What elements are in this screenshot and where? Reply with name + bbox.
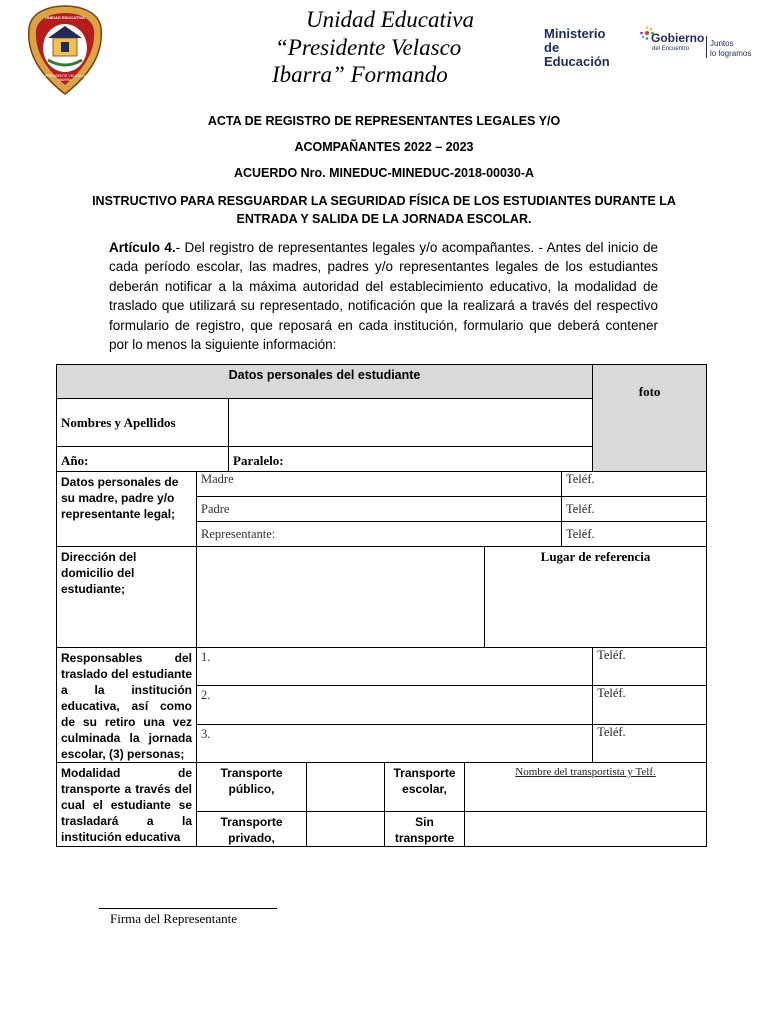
parallel-field[interactable]: Paralelo:	[229, 447, 593, 472]
private-transport-label: Transporte privado,	[197, 812, 307, 847]
transporter-name-label: Nombre del transportista y Telf.	[515, 766, 656, 778]
private-transport-checkbox[interactable]	[307, 812, 385, 847]
ministry-logo	[544, 27, 626, 69]
document-title-line1: ACTA DE REGISTRO DE REPRESENTANTES LEGALES Y/O	[207, 114, 561, 128]
document-title-line2: ACOMPAÑANTES 2022 – 2023	[294, 140, 474, 154]
address-field[interactable]	[197, 547, 485, 648]
address-label: Dirección del domicilio del estudiante;	[57, 547, 197, 648]
school-name-line1: Unidad Educativa	[306, 7, 474, 32]
names-label: Nombres y Apellidos	[57, 399, 229, 447]
names-field[interactable]	[229, 399, 593, 447]
father-field[interactable]: Padre	[197, 497, 562, 522]
responsible-1-phone-field[interactable]: Teléf.	[593, 648, 707, 686]
gov-line2: del Encuentro	[652, 46, 690, 52]
responsible-2-field[interactable]: 2.	[197, 686, 593, 724]
signature-line[interactable]	[99, 908, 277, 909]
public-transport-checkbox[interactable]	[307, 763, 385, 812]
logo-text-top: UNIDAD EDUCATIVA	[45, 15, 85, 20]
agreement-number: ACUERDO Nro. MINEDUC-MINEDUC-2018-00030-A	[233, 166, 535, 180]
responsible-3-phone-field[interactable]: Teléf.	[593, 724, 707, 762]
government-logo	[640, 24, 754, 64]
parents-label: Datos personales de su madre, padre y/o representante legal;	[57, 472, 197, 547]
reference-field[interactable]: Lugar de referencia	[485, 547, 707, 648]
registration-form	[56, 364, 707, 847]
photo-box[interactable]: foto	[593, 365, 707, 472]
article-paragraph	[109, 238, 658, 354]
gov-slogan2: lo logramos	[710, 49, 752, 58]
article-label: Artículo 4.	[109, 240, 176, 255]
school-logo	[26, 4, 104, 96]
public-transport-label: Transporte público,	[197, 763, 307, 812]
responsibles-label: Responsables del traslado del estudiante a la institución educativa, así como de su retiro una vez culminada la jornada escolar, (3) personas;	[57, 648, 197, 763]
mother-field[interactable]: Madre	[197, 472, 562, 497]
student-data-header: Datos personales del estudiante	[57, 365, 593, 399]
signature-label: Firma del Representante	[110, 911, 238, 926]
responsible-2-phone-field[interactable]: Teléf.	[593, 686, 707, 724]
gov-slogan1: Juntos	[710, 39, 734, 48]
transport-label: Modalidad de transporte a través del cual el estudiante se trasladará a la institución educativa	[57, 763, 197, 847]
school-name-line3: Ibarra” Formando	[272, 62, 448, 87]
instructive-line1: INSTRUCTIVO PARA RESGUARDAR LA SEGURIDAD FÍSICA DE LOS ESTUDIANTES DURANTE LA	[92, 194, 676, 208]
transporter-name-field[interactable]	[465, 763, 707, 812]
logo-text-bottom: PRESIDENTE VELASCO IBARRA	[45, 74, 85, 82]
school-transport-label: Transporte escolar,	[385, 763, 465, 812]
school-name-line2: “Presidente Velasco	[275, 35, 462, 60]
ministry-line2: de Educación	[544, 40, 610, 69]
gov-line1: Gobierno	[651, 31, 705, 45]
responsible-1-field[interactable]: 1.	[197, 648, 593, 686]
representative-field[interactable]: Representante:	[197, 522, 562, 547]
no-transport-label: Sin transporte	[385, 812, 465, 847]
article-text: - Del registro de representantes legales y/o acompañantes. - Antes del inicio de cada período escolar, las madres, padres y/o representantes legales de los estudiantes deberán notificar a la máxima autoridad del establecimiento educativo, la modalidad de traslado que utilizará su representado, notificación que la realizará a través del respectivo formulario de registro, que reposará en cada institución, formulario que deberá contener por lo menos la siguiente información:	[109, 240, 658, 353]
gov-divider	[706, 36, 707, 58]
mother-phone-field[interactable]: Teléf.	[562, 472, 707, 497]
ministry-line1: Ministerio	[544, 26, 606, 41]
father-phone-field[interactable]: Teléf.	[562, 497, 707, 522]
year-field[interactable]: Año:	[57, 447, 229, 472]
responsible-3-field[interactable]: 3.	[197, 724, 593, 762]
instructive-line2: ENTRADA Y SALIDA DE LA JORNADA ESCOLAR.	[236, 212, 532, 226]
representative-phone-field[interactable]: Teléf.	[562, 522, 707, 547]
no-transport-checkbox[interactable]	[465, 812, 707, 847]
